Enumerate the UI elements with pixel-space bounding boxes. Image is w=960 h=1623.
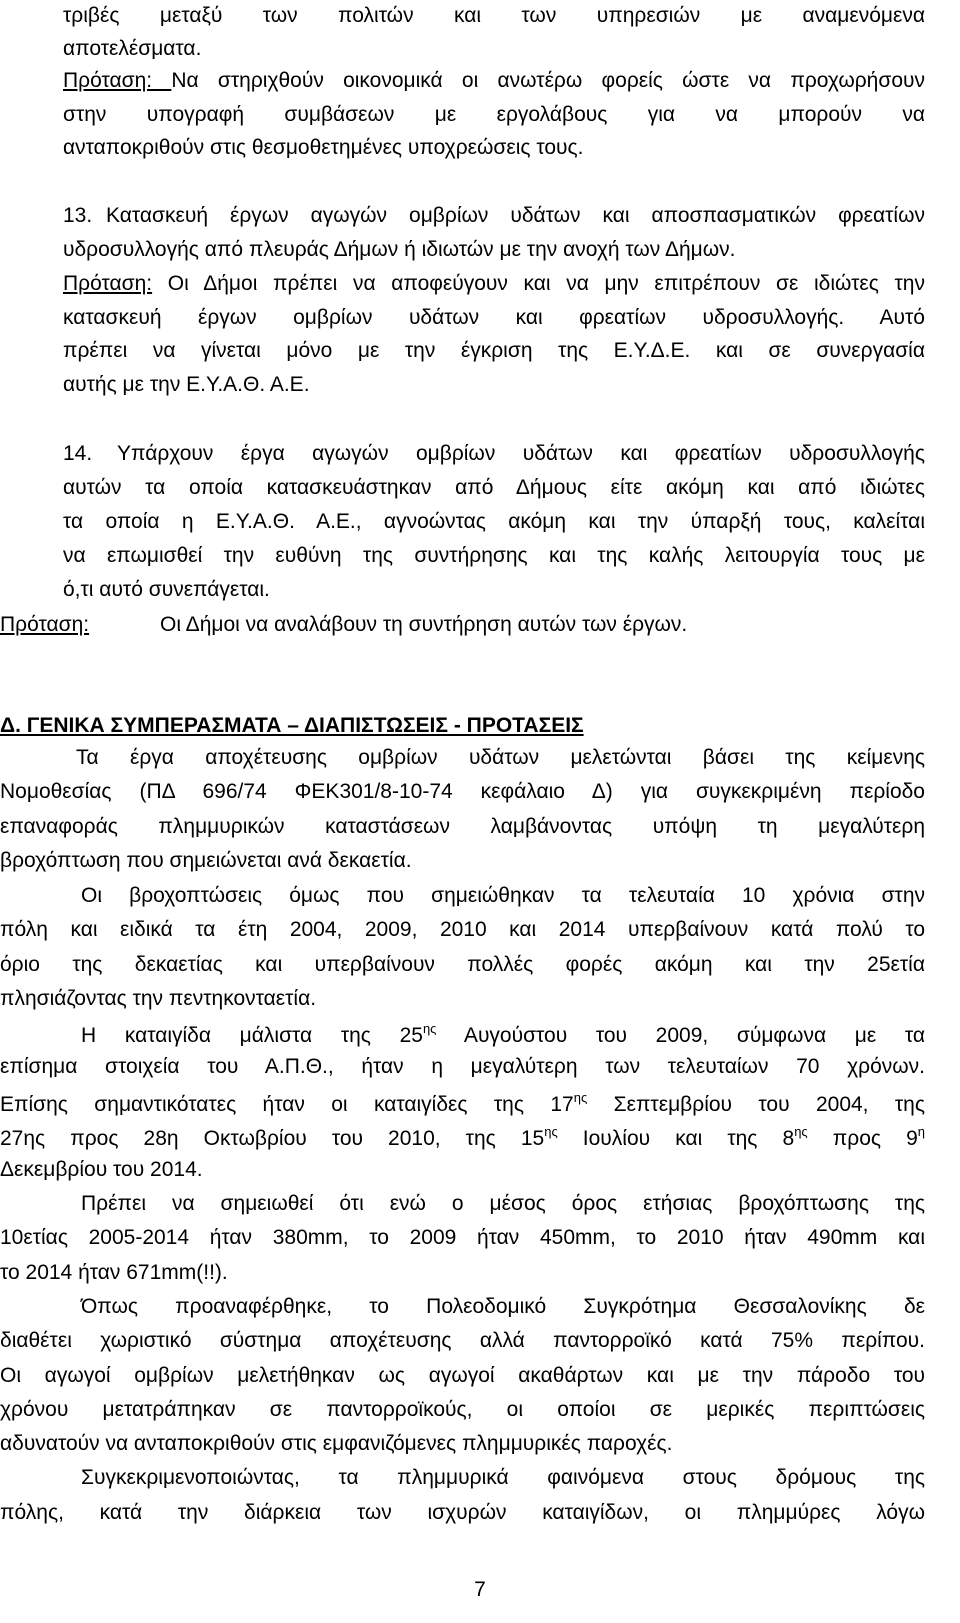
text-line: 27ης προς 28η Οκτωβρίου του 2010, της $15^{\eta\varsigma}$ Ιουλίου και της $8^{\eta\varsigma}$ προς $9^\eta$: [0, 1124, 925, 1150]
proposal-text: Οι Δήμοι πρέπει να αποφεύγουν και να μην επιτρέπουν σε ιδιώτες την: [152, 272, 925, 295]
item-number: 13.: [63, 204, 93, 227]
text-line: στην υπογραφή συμβάσεων με εργολάβους για να μπορούν να: [63, 103, 925, 126]
proposal-line: [63, 273, 925, 294]
text-line: χρόνου μετατράπηκαν σε παντορροϊκούς, οι οποίοι σε μερικές περιπτώσεις: [0, 1398, 925, 1421]
proposal-label: Πρόταση:: [63, 69, 172, 92]
text-line: τριβές μεταξύ των πολιτών και των υπηρεσιών με αναμενόμενα: [63, 4, 925, 27]
text-line: αποτελέσματα.: [63, 37, 202, 60]
text-line: διαθέτει χωριστικό σύστημα αποχέτευσης αλλά παντορροϊκό κατά 75% περίπου.: [0, 1329, 925, 1352]
text-line: ανταποκριθούν στις θεσμοθετημένες υποχρεώσεις τους.: [63, 136, 584, 159]
page-number: 7: [474, 1578, 486, 1601]
text-line: να επωμισθεί την ευθύνη της συντήρησης και της καλής λειτουργία τους με: [63, 544, 925, 567]
text-line: Υπάρχουν έργα αγωγών ομβρίων υδάτων και φρεατίων υδροσυλλογής: [117, 442, 925, 465]
text-line: Επίσης σημαντικότατες ήταν οι καταιγίδες της $17^{\eta\varsigma}$ Σεπτεμβρίου του 2004, της: [0, 1090, 925, 1116]
text-line: αδυνατούν να ανταποκριθούν στις εμφανιζόμενες πλημμυρικές παροχές.: [0, 1432, 673, 1455]
text-line: Η καταιγίδα μάλιστα της $25^{\eta\varsigma}$ Αυγούστου του 2009, σύμφωνα με τα: [81, 1021, 925, 1047]
text-line: επίσημα στοιχεία του Α.Π.Θ., ήταν η μεγαλύτερη των τελευταίων 70 χρόνων.: [0, 1055, 925, 1078]
text-line: Οι αγωγοί ομβρίων μελετήθηκαν ως αγωγοί ακαθάρτων και με την πάροδο του: [0, 1364, 925, 1387]
text-line: Τα έργα αποχέτευσης ομβρίων υδάτων μελετώνται βάσει της κείμενης: [76, 746, 925, 769]
text-line: 10ετίας 2005-2014 ήταν 380mm, το 2009 ήταν 450mm, το 2010 ήταν 490mm και: [0, 1226, 925, 1249]
text-line: το 2014 ήταν 671mm(!!).: [0, 1261, 228, 1284]
text-line: αυτών τα οποία κατασκευάστηκαν από Δήμους είτε ακόμη και από ιδιώτες: [63, 476, 925, 499]
text-line: Συγκεκριμενοποιώντας, τα πλημμυρικά φαινόμενα στους δρόμους της: [81, 1466, 925, 1489]
text-line: πλησιάζοντας την πεντηκονταετία.: [0, 987, 317, 1010]
text-line: Όπως προαναφέρθηκε, το Πολεοδομικό Συγκρότημα Θεσσαλονίκης δε: [81, 1295, 925, 1318]
text-line: βροχόπτωση που σημειώνεται ανά δεκαετία.: [0, 849, 412, 872]
text-line: Πρέπει να σημειωθεί ότι ενώ ο μέσος όρος ετήσιας βροχόπτωσης της: [81, 1192, 925, 1215]
text-line: επαναφοράς πλημμυρικών καταστάσεων λαμβάνοντας υπόψη τη μεγαλύτερη: [0, 815, 925, 838]
text-line: πόλης, κατά την διάρκεια των ισχυρών καταιγίδων, οι πλημμύρες λόγω: [0, 1501, 925, 1524]
proposal-text: Οι Δήμοι να αναλάβουν τη συντήρηση αυτών των έργων.: [160, 613, 688, 636]
text-line: Κατασκευή έργων αγωγών ομβρίων υδάτων και αποσπασματικών φρεατίων: [106, 204, 925, 227]
text-line: Νομοθεσίας (ΠΔ 696/74 ΦΕΚ301/8-10-74 κεφάλαιο Δ) για συγκεκριμένη περίοδο: [0, 780, 925, 803]
section-heading: Δ. ΓΕΝΙΚΑ ΣΥΜΠΕΡΑΣΜΑΤΑ – ΔΙΑΠΙΣΤΩΣΕΙΣ - ΠΡΟΤΑΣΕΙΣ: [0, 714, 584, 737]
text-line: Οι βροχοπτώσεις όμως που σημειώθηκαν τα τελευταία 10 χρόνια στην: [81, 884, 925, 907]
proposal-label: Πρόταση:: [63, 272, 153, 295]
text-line: πόλη και ειδικά τα έτη 2004, 2009, 2010 και 2014 υπερβαίνουν κατά πολύ το: [0, 918, 925, 941]
proposal-text: Να στηριχθούν οικονομικά οι ανωτέρω φορείς ώστε να προχωρήσουν: [171, 69, 925, 92]
text-line: αυτής με την Ε.Υ.Α.Θ. Α.Ε.: [63, 373, 310, 396]
text-line: Δεκεμβρίου του 2014.: [0, 1158, 203, 1181]
proposal-line: [63, 70, 925, 91]
proposal-label: Πρόταση:: [0, 613, 90, 636]
text-line: πρέπει να γίνεται μόνο με την έγκριση της Ε.Υ.Δ.Ε. και σε συνεργασία: [63, 339, 925, 362]
text-line: όριο της δεκαετίας και υπερβαίνουν πολλές φορές ακόμη και την 25ετία: [0, 953, 925, 976]
text-line: υδροσυλλογής από πλευράς Δήμων ή ιδιωτών με την ανοχή των Δήμων.: [63, 238, 736, 261]
item-number: 14.: [63, 442, 93, 465]
text-line: τα οποία η Ε.Υ.Α.Θ. Α.Ε., αγνοώντας ακόμη και την ύπαρξή τους, καλείται: [63, 510, 925, 533]
text-line: ό,τι αυτό συνεπάγεται.: [63, 578, 270, 601]
text-line: κατασκευή έργων ομβρίων υδάτων και φρεατίων υδροσυλλογής. Αυτό: [63, 306, 925, 329]
